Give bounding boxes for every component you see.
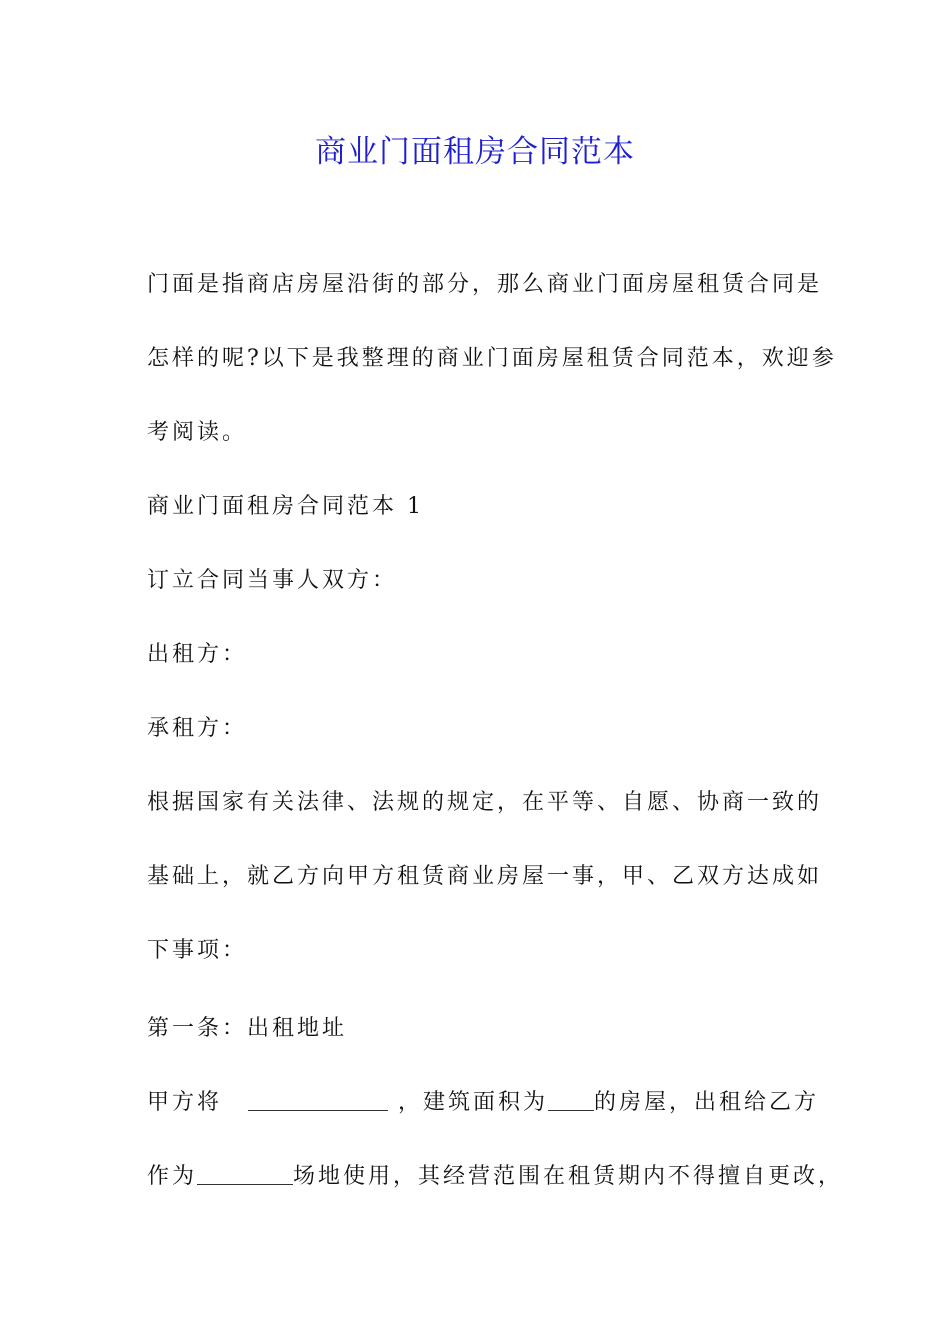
intro-paragraph <box>147 248 837 470</box>
address-blank <box>248 1088 388 1111</box>
section-heading <box>147 470 817 544</box>
parties-heading <box>147 544 817 618</box>
article1-paragraph <box>147 1066 844 1214</box>
lessee-line <box>147 692 817 766</box>
lessee-label: 承租方： <box>147 716 248 741</box>
article1-line1-part-c: 的房屋，出租给乙方 <box>594 1090 820 1115</box>
area-blank <box>548 1088 594 1111</box>
preamble-line-3: 下事项： <box>147 938 248 963</box>
intro-line-1: 门面是指商店房屋沿街的部分，那么商业门面房屋租赁合同是 <box>147 272 823 297</box>
intro-line-2: 怎样的呢?以下是我整理的商业门面房屋租赁合同范本，欢迎参 <box>147 346 837 371</box>
article1-line-1 <box>147 1066 820 1140</box>
document-title: 商业门面租房合同范本 <box>315 134 635 170</box>
article1-line1-part-b: ，建筑面积为 <box>398 1090 549 1115</box>
usage-blank <box>197 1162 293 1185</box>
article1-heading-text: 第一条：出租地址 <box>147 1016 348 1041</box>
lessor-label: 出租方： <box>147 642 248 667</box>
article1-heading <box>147 992 817 1066</box>
parties-heading-text: 订立合同当事人双方： <box>147 568 398 593</box>
article1-line2-part-a: 作为 <box>147 1164 198 1189</box>
intro-line-3: 考阅读。 <box>147 420 248 445</box>
preamble-line-1: 根据国家有关法律、法规的规定，在平等、自愿、协商一致的 <box>147 790 823 815</box>
article1-line-2 <box>147 1140 844 1214</box>
section-heading-text: 商业门面租房合同范本 1 <box>147 494 424 519</box>
article1-line1-part-a: 甲方将 <box>147 1090 223 1115</box>
lessor-line <box>147 618 817 692</box>
preamble-line-2: 基础上，就乙方向甲方租赁商业房屋一事，甲、乙双方达成如 <box>147 864 823 889</box>
preamble-paragraph <box>147 766 823 988</box>
article1-line2-part-b: 场地使用，其经营范围在租赁期内不得擅自更改， <box>293 1164 844 1189</box>
